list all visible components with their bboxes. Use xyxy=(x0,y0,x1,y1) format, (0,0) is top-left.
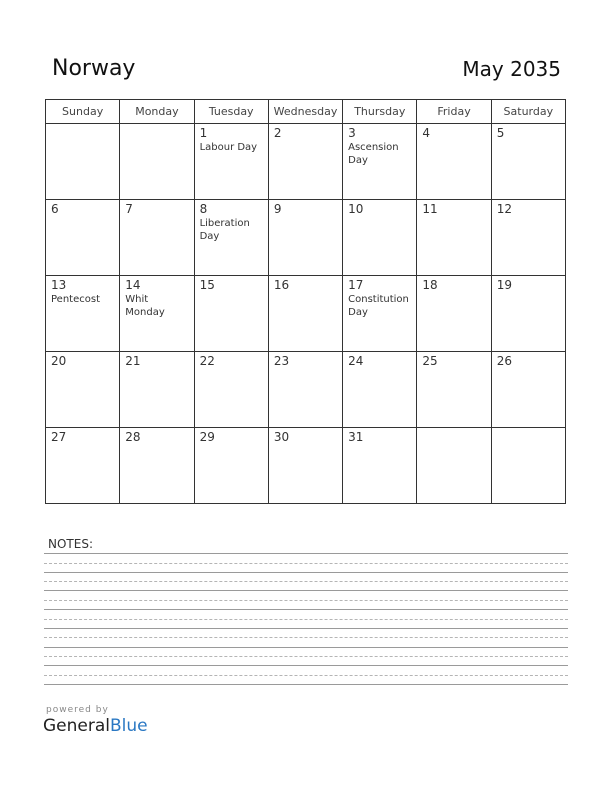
day-number: 10 xyxy=(348,202,364,216)
weekday-header: Monday xyxy=(120,100,194,124)
day-number: 19 xyxy=(496,278,512,292)
day-cell xyxy=(46,276,120,352)
day-cell xyxy=(120,200,194,276)
holiday-label: Pentecost xyxy=(51,294,100,305)
weekday-header: Thursday xyxy=(343,100,417,124)
notes-divider xyxy=(44,600,568,601)
day-cell xyxy=(491,352,565,428)
notes-label: NOTES: xyxy=(48,537,93,551)
weekday-header-row xyxy=(46,100,566,124)
day-cell xyxy=(343,352,417,428)
day-cell xyxy=(491,200,565,276)
weekday-header: Friday xyxy=(417,100,491,124)
day-cell xyxy=(417,124,491,200)
day-cell xyxy=(491,124,565,200)
weekday-header: Saturday xyxy=(491,100,565,124)
notes-line xyxy=(44,684,568,685)
day-cell xyxy=(417,200,491,276)
holiday-label: Constitution Day xyxy=(348,294,409,318)
day-number: 12 xyxy=(496,202,512,216)
weekday-header: Wednesday xyxy=(268,100,342,124)
day-number: 14 xyxy=(125,278,141,292)
notes-divider xyxy=(44,637,568,638)
day-number: 20 xyxy=(51,354,67,368)
holiday-label: Ascension Day xyxy=(348,142,399,166)
day-number: 6 xyxy=(51,202,59,216)
day-cell xyxy=(194,352,268,428)
day-cell xyxy=(120,428,194,504)
day-cell xyxy=(194,124,268,200)
day-cell xyxy=(46,352,120,428)
day-cell xyxy=(46,124,120,200)
day-number: 24 xyxy=(348,354,364,368)
day-number: 9 xyxy=(273,202,282,216)
day-cell xyxy=(268,124,342,200)
week-row xyxy=(46,428,566,504)
notes-line xyxy=(44,665,568,666)
holiday-label: Liberation Day xyxy=(199,218,250,242)
notes-divider xyxy=(44,563,568,564)
day-number: 1 xyxy=(199,126,208,140)
day-number: 17 xyxy=(348,278,364,292)
day-number: 15 xyxy=(199,278,215,292)
day-number: 29 xyxy=(199,430,215,444)
notes-divider xyxy=(44,675,568,676)
day-cell xyxy=(120,352,194,428)
notes-line xyxy=(44,572,568,573)
day-number: 31 xyxy=(348,430,364,444)
holiday-label: Labour Day xyxy=(199,142,258,153)
notes-line xyxy=(44,647,568,648)
notes-divider xyxy=(44,581,568,582)
country-title: Norway xyxy=(52,56,136,81)
notes-line xyxy=(44,590,568,591)
day-cell xyxy=(417,276,491,352)
generalblue-logo xyxy=(43,716,148,736)
day-cell xyxy=(343,276,417,352)
week-row xyxy=(46,200,566,276)
day-number: 23 xyxy=(273,354,290,368)
day-cell xyxy=(417,428,491,504)
calendar-grid xyxy=(45,99,566,504)
week-row xyxy=(46,276,566,352)
day-number: 28 xyxy=(125,430,141,444)
day-number: 18 xyxy=(422,278,438,292)
day-cell xyxy=(268,200,342,276)
day-number: 16 xyxy=(273,278,290,292)
day-number: 30 xyxy=(273,430,290,444)
day-cell xyxy=(417,352,491,428)
day-number: 21 xyxy=(125,354,141,368)
day-cell xyxy=(194,200,268,276)
day-cell xyxy=(120,124,194,200)
weekday-header: Tuesday xyxy=(194,100,268,124)
day-number: 8 xyxy=(199,202,208,216)
day-cell xyxy=(194,428,268,504)
day-number: 2 xyxy=(273,126,282,140)
day-cell xyxy=(491,276,565,352)
day-cell xyxy=(46,200,120,276)
day-number: 27 xyxy=(51,430,67,444)
day-number: 13 xyxy=(51,278,67,292)
week-row xyxy=(46,352,566,428)
notes-divider xyxy=(44,619,568,620)
day-cell xyxy=(194,276,268,352)
day-cell xyxy=(343,428,417,504)
notes-line xyxy=(44,553,568,554)
brand-blue: Blue xyxy=(110,716,148,736)
notes-line xyxy=(44,609,568,610)
weekday-header: Sunday xyxy=(46,100,120,124)
month-year-title: May 2035 xyxy=(462,57,561,81)
day-cell xyxy=(268,428,342,504)
day-cell xyxy=(491,428,565,504)
day-number: 11 xyxy=(422,202,438,216)
week-row xyxy=(46,124,566,200)
day-number: 26 xyxy=(496,354,512,368)
notes-divider xyxy=(44,656,568,657)
brand-general: General xyxy=(43,716,110,736)
day-cell xyxy=(268,276,342,352)
day-number: 7 xyxy=(125,202,133,216)
day-number: 5 xyxy=(496,126,505,140)
notes-line xyxy=(44,628,568,629)
powered-by-label: powered by xyxy=(46,705,109,715)
day-number: 4 xyxy=(422,126,431,140)
day-cell xyxy=(343,200,417,276)
day-number: 3 xyxy=(348,126,356,140)
day-cell xyxy=(120,276,194,352)
day-cell xyxy=(268,352,342,428)
day-cell xyxy=(343,124,417,200)
day-number: 25 xyxy=(422,354,438,368)
holiday-label: Whit Monday xyxy=(125,294,165,318)
day-cell xyxy=(46,428,120,504)
day-number: 22 xyxy=(199,354,215,368)
